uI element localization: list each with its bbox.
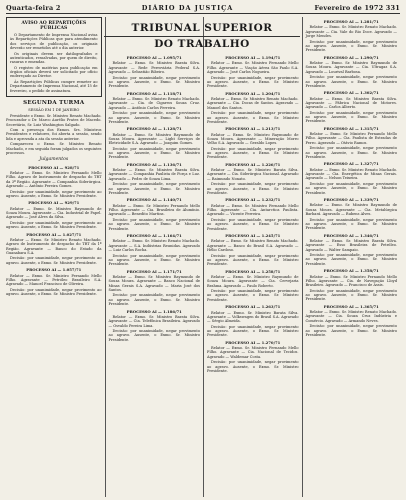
process-text: Relator — Exmo. Sr. Ministro Renato Machado. Agravante — Cia. Souza Cruz Indústria e Comércio. Agravado — Armando Neves. [305,310,397,323]
process-text: Relator — Exmo. Sr. Ministro Barata Silva. Agravante — Companhia Paulista de Força e Luz. Agravado — Pedro de Souza Lima. [108,168,200,181]
process-heading: PROCESSO AI — 1.232/71 [225,197,281,203]
process-heading: PROCESSO AI — 1.140/71 [126,197,182,203]
decision-text: Decisão: por unanimidade, negar provimento ao agravo. Ausente, o Exmo. Sr. Ministro Presidente. [207,111,299,124]
column-4 [302,17,401,497]
decision-text: Decisão: por unanimidade, negar provimento ao agravo. Ausente, o Exmo. Sr. Ministro Presidente. [6,220,102,230]
decision-text: Decisão: por unanimidade, negar provimento ao agravo. Ausente, o Exmo. Sr. Ministro Presidente. [108,146,200,160]
process-heading: PROCESSO AI — 1.290/71 [323,54,379,60]
process-text: Relator — Exmo. Sr. Ministro Barata Silva. Agravante — Cia. Telefônica Brasileira. Agravado — Osvaldo Pereira Lima. [108,314,200,328]
process-text: Relator — Exmo. Sr. Ministro Raymundo de Souza Moura. Agravante — Cia. Ultragaz S.A. Agravado — Lourival Barbosa. [305,60,397,74]
decision-text: Decisão: por unanimidade, negar provimento ao agravo. Ausente, o Exmo. Sr. Ministro Presidente. [207,217,299,231]
process-text: Relator — Exmo. Sr. Ministro Raymundo de Souza Moura. Agravante — Mineração Morro Velho S.A. Agravado — Geraldo Lopes. [207,132,299,146]
process-heading: PROCESSO AI — 1.226/71 [225,161,281,167]
judgments-heading: Julgamentos [39,157,69,163]
decision-text: Decisão: por unanimidade, negar provimento ao agravo. Ausente, o Exmo. Sr. Ministro Presidente. [207,253,299,267]
process-heading: PROCESSO AI — 1.327/71 [323,161,379,167]
process-text: Relator — Exmo. Sr. Ministro Raymundo de Souza Moura. Agravante — Banco Nacional de Minas Gerais S.A. Agravado — Maria José dos Santos. [108,274,200,292]
decision-text: Decisão: por unanimidade, negar provimento ao agravo. Ausente, o Exmo. Sr. Ministro Presidente. [207,146,299,160]
process-text: Relator — Exmo. Sr. Ministro Renato Machado. Agravante — Cia. Docas de Santos. Agravado — Manoel dos Santos. [207,96,299,110]
decision-text: Decisão: por unanimidade, negar provimento ao agravo. Ausente, o Exmo. Sr. Ministro Presidente. [6,189,102,198]
publication-title: DIÁRIO DA JUSTIÇA [141,4,234,12]
decision-text: Decisão: por unanimidade, negar provimento ao agravo. Ausente, o Exmo. Sr. Ministro Presidente. [108,111,200,124]
process-heading: PROCESSO AI — 1.365/71 [323,303,379,309]
decision-text: Decisão: por unanimidade, negar provimento ao agravo. Ausente, o Exmo. Sr. Ministro Presidente. [6,287,102,297]
masthead-rule [104,36,300,37]
process-text: Relator — Exmo. Sr. Ministro Fernando Mello Filho. Agravante — Viação Aérea São Paulo S.A. Agravado — José Carlos Nogueira. [207,61,299,75]
process-text: Relator — Exmo. Sr. Ministro Fernando Mello Filho. Agravante — Cia. Brasileira de Alumínio. Agravado — Benedito Martins. [108,203,200,217]
process-heading: PROCESSO AI — 1.128/71 [126,126,182,132]
process-heading: PROCESSO AI — 1.315/71 [323,125,379,131]
decision-text: Decisão: por unanimidade, negar provimento ao agravo. Ausente, o Exmo. Sr. Ministro Presidente. [108,329,200,342]
process-text: Relator — Exmo. Sr. Ministro Raymundo de Souza Moura. Agravante — Cia. Metalúrgica Barbará. Agravado — Rubens Alves. [305,203,397,216]
decision-text: Decisão: por unanimidade, negar provimento ao agravo. Ausente, o Exmo. Sr. Ministro Presidente. [108,253,200,267]
column-2 [105,17,204,497]
process-text: Relator — Exmo. Sr. Ministro Barata Silva. Agravante — Cia. Siderúrgica Nacional. Agravado — Raimundo Nonato. [207,168,299,181]
section-paragraph: Com a presença dos Exmos. Srs. Ministros Presidentes e relatores, foi aberta a sessão, sendo lida e aprovada a ata da sessão anterior. [6,128,102,141]
decision-text: Decisão: por unanimidade, negar provimento ao agravo. Ausente, o Exmo. Sr. Ministro Presidente. [207,360,299,373]
decision-text: Decisão: por unanimidade, negar provimento ao agravo. Ausente, o Exmo. Sr. Ministro Presidente. [305,324,397,337]
decision-text: Decisão: por unanimidade, negar provimento ao agravo. Ausente, o Exmo. Sr. Ministro Presidente. [305,253,397,266]
notice-title: AVISO AO REPARTIÇÕES PÚBLICAS [21,21,87,31]
decision-text: Decisão: por unanimidade, negar provimento ao agravo. Ausente, o Exmo. Sr. Ministro Presidente. [108,75,200,89]
process-heading: PROCESSO AI — 1.270/71 [225,339,281,345]
process-text: Relator — Exmo. Sr. Ministro Renato Machado. Agravante — Cia. de Cigarros Souza Cruz. Agravado — Antônio Carlos Ferreira. [108,96,200,110]
decision-text: Decisão: por unanimidade, negar provimento ao agravo. Ausente, o Exmo. Sr. Ministro Presidente. [207,324,299,338]
decision-text: Decisão: por unanimidade, negar provimento ao agravo. Ausente, o Exmo. Sr. Ministro Presidente. [108,293,200,307]
process-heading: PROCESSO AI — 1.258/71 [225,268,281,274]
decision-text: Decisão: por unanimidade, negar provimento ao agravo. Ausente, o Exmo. Sr. Ministro Presidente. [207,182,299,196]
process-heading: PROCESSO AI — 1.245/71 [225,232,281,238]
process-text: Relator — Exmo. Sr. Ministro Raymundo de Souza Moura. Agravante — Cia. Industrial de Papel. Agravado — José Alves da Silva. [6,206,102,220]
notice-paragraph: O Departamento de Imprensa Nacional avisa às Repartições Públicas que para atendimento dos serviços de publicação, os originais deverão ser remetidos até o dia anterior. [10,33,98,51]
decision-text: Decisão: por unanimidade, negar provimento ao agravo. Ausente, o Exmo. Sr. Ministro Presidente. [305,217,397,231]
process-text: Relator — Exmo. Sr. Ministro Raymundo de Souza Moura. Agravante — Cia. Cervejaria Brahma. Agravado — Paulo Roberto. [207,274,299,288]
process-text: Relator — Exmo. Sr. Ministro Barata Silva. Agravante — Volkswagen do Brasil S.A. Agravado — Sérgio Almeida. [207,310,299,324]
decision-text: Decisão: por unanimidade, negar provimento ao agravo. Ausente, o Exmo. Sr. Ministro Presidente. [108,217,200,231]
decision-text: Decisão: por unanimidade, negar provimento ao agravo. Ausente, o Exmo. Sr. Ministro Presidente. [6,256,102,265]
process-text: Relator — Exmo. Sr. Ministro Fernando Mello Filho. Agravo de Instrumento de despacho do TRT da 3ª Região. Agravante — Companhia Siderúrgica. Agravado — Antônio Pereira Gomes. [6,171,102,189]
process-text: Relator — Exmo. Sr. Ministro Barata Silva. Agravante — Fábrica Nacional de Motores. Agravado — Carlos Alberto. [305,96,397,110]
process-heading: PROCESSO AI — 929/71 [28,200,80,206]
process-text: Relator — Exmo. Sr. Ministro Fernando Mello Filho. Agravante — Cia. Paulista de Estradas de Ferro. Agravado — Otávio Ramos. [305,132,397,145]
process-heading: PROCESSO AI — 1.027/71 [26,231,82,237]
process-text: Relator — Exmo. Sr. Ministro Fernando Mello Filho. Agravante — Cia. de Navegação Lloyd Brasileiro. Agravado — Francisco de Assis. [305,274,397,288]
process-heading: PROCESSO AI — 928/71 [28,164,80,170]
section-masthead [104,22,300,50]
process-text: Relator — Exmo. Sr. Ministro Barata Silva. Agravante — Rede Ferroviária Federal S.A. Agravado — Sebastião Ribeiro. [108,61,200,75]
process-text: Relator — Exmo. Sr. Ministro Renato Machado. Agravante — S.A. Indústrias Reunidas. Agravado — Luiz Carlos Rocha. [108,239,200,252]
process-heading: PROCESSO AI — 1.204/71 [225,90,281,96]
process-heading: PROCESSO AI — 1.095/71 [126,55,182,60]
process-heading: PROCESSO AI — 1.171/71 [126,268,182,274]
process-text: Relator — Exmo. Sr. Ministro Renato Machado. Agravante — Banco do Brasil S.A. Agravado — Hélio Cardoso. [207,239,299,252]
header-date: Quarta-feira 2 [6,4,61,12]
process-text: Relator — Exmo. Sr. Ministro Fernando Mello Filho. Agravante — Cia. Nacional de Tecidos. Agravado — Waldemar Costa. [207,346,299,359]
process-text: Relator — Exmo. Sr. Ministro Barata Silva. Agravante — Esso Brasileira de Petróleo. Agravado — Walter Sampaio. [305,238,397,252]
notice-paragraph: Os originais devem ser datilografados e autenticados, ressalvadas, por quem de direito, rasuras e emendas. [10,51,98,65]
process-heading: PROCESSO AI — 1.346/71 [323,232,379,238]
process-heading: PROCESSO AI — 1.263/71 [225,304,281,310]
process-heading: PROCESSO AI — 1.186/71 [126,308,182,314]
decision-text: Decisão: por unanimidade, negar provimento ao agravo. Ausente, o Exmo. Sr. Ministro Presidente. [305,288,397,302]
section-intro: Presidente o Exmo. Sr. Ministro Renato Machado. Procurador o Dr. Marco Aurélio Prates de Macedo. Secretário, Sr. Luiz Washington Salgado. [6,113,102,127]
process-heading: PROCESSO AI — 1.194/71 [225,55,281,60]
section-paragraph: Compareceu o Exmo. Sr. Ministro Renato Machado, e em seguida foram julgados os seguintes processos. [6,142,102,156]
header-page-date: Fevereiro de 1972 331 [314,4,400,12]
decision-text: Decisão: por unanimidade, negar provimento ao agravo. Ausente, o Exmo. Sr. Ministro Presidente. [207,75,299,89]
process-heading: PROCESSO AI — 1.339/71 [323,196,379,202]
process-heading: PROCESSO AI — 1.164/71 [126,232,182,238]
text-columns [6,17,400,497]
process-heading: PROCESSO AI — 1.213/71 [225,126,281,132]
masthead-line-1: TRIBUNAL SUPERIOR [131,22,273,34]
column-3 [203,17,302,497]
decision-text: Decisão: por unanimidade, negar provimento ao agravo. Ausente, o Exmo. Sr. Ministro Presidente. [207,289,299,302]
decision-text: Decisão: por unanimidade, negar provimento ao agravo. Ausente, o Exmo. Sr. Ministro Presidente. [305,39,397,53]
process-heading: PROCESSO AI — 1.136/71 [126,161,182,167]
process-heading: PROCESSO AI — 1.057/71 [26,267,82,273]
process-text: Relator — Exmo. Sr. Ministro Renato Machado. Agravo de Instrumento de despacho do TRT da 1ª Região. Agravante — Banco do Estado da Guanabara S.A. [6,237,102,255]
process-heading: PROCESSO AI — 1.358/71 [323,268,379,274]
decision-text: Decisão: por unanimidade, negar provimento ao agravo. Ausente, o Exmo. Sr. Ministro Presidente. [108,182,200,196]
decision-text: Decisão: por unanimidade, negar provimento ao agravo. Ausente, o Exmo. Sr. Ministro Presidente. [305,181,397,195]
masthead-line-2: DO TRABALHO [154,38,250,50]
column-1 [6,17,105,497]
notice-paragraph: Às Repartições Públicas cumpre remeter ao Departamento de Imprensa Nacional, até 15 de fevereiro, o pedido de assinatura. [10,80,98,93]
decision-text: Decisão: por unanimidade, negar provimento ao agravo. Ausente, o Exmo. Sr. Ministro Presidente. [305,110,397,124]
decision-text: Decisão: por unanimidade, negar provimento ao agravo. Ausente, o Exmo. Sr. Ministro Presidente. [305,75,397,88]
process-heading: PROCESSO AI — 1.118/71 [126,90,182,96]
process-text: Relator — Exmo. Sr. Ministro Fernando Mello Filho. Agravante — Petróleo Brasileiro S.A. Agravado — Manoel Francisco de Oliveira. [6,273,102,287]
section-title: SEGUNDA TURMA [23,100,85,107]
section-subtitle: SESSÃO EM 1 DE JANEIRO [28,107,80,112]
notice-paragraph: O registro de matérias para publicação em órgãos oficiais deverá ser solicitado por ofício endereçado ao Diretor. [10,65,98,79]
process-text: Relator — Exmo. Sr. Ministro Renato Machado. Agravante — Cia. Energética de Minas Gerais. Agravado — Nelson Teixeira. [305,167,397,181]
process-text: Relator — Exmo. Sr. Ministro Renato Machado. Agravante — Cia. Vale do Rio Doce. Agravado — Jorge Mendes. [305,25,397,39]
decision-text: Decisão: por unanimidade, negar provimento ao agravo. Ausente, o Exmo. Sr. Ministro Presidente. [305,146,397,160]
process-text: Relator — Exmo. Sr. Ministro Raymundo de Souza Moura. Agravante — Light Serviços de Eletricidade S.A. Agravado — Joaquim Gomes. [108,132,200,146]
process-heading: PROCESSO AI — 1.281/71 [323,19,379,24]
running-header [6,4,400,14]
notice-box [6,17,102,97]
process-text: Relator — Exmo. Sr. Ministro Fernando Mello Filho. Agravante — Cia. Antarctica Paulista. Agravado — Vicente Ferreira. [207,203,299,217]
process-heading: PROCESSO AI — 1.302/71 [323,90,379,96]
